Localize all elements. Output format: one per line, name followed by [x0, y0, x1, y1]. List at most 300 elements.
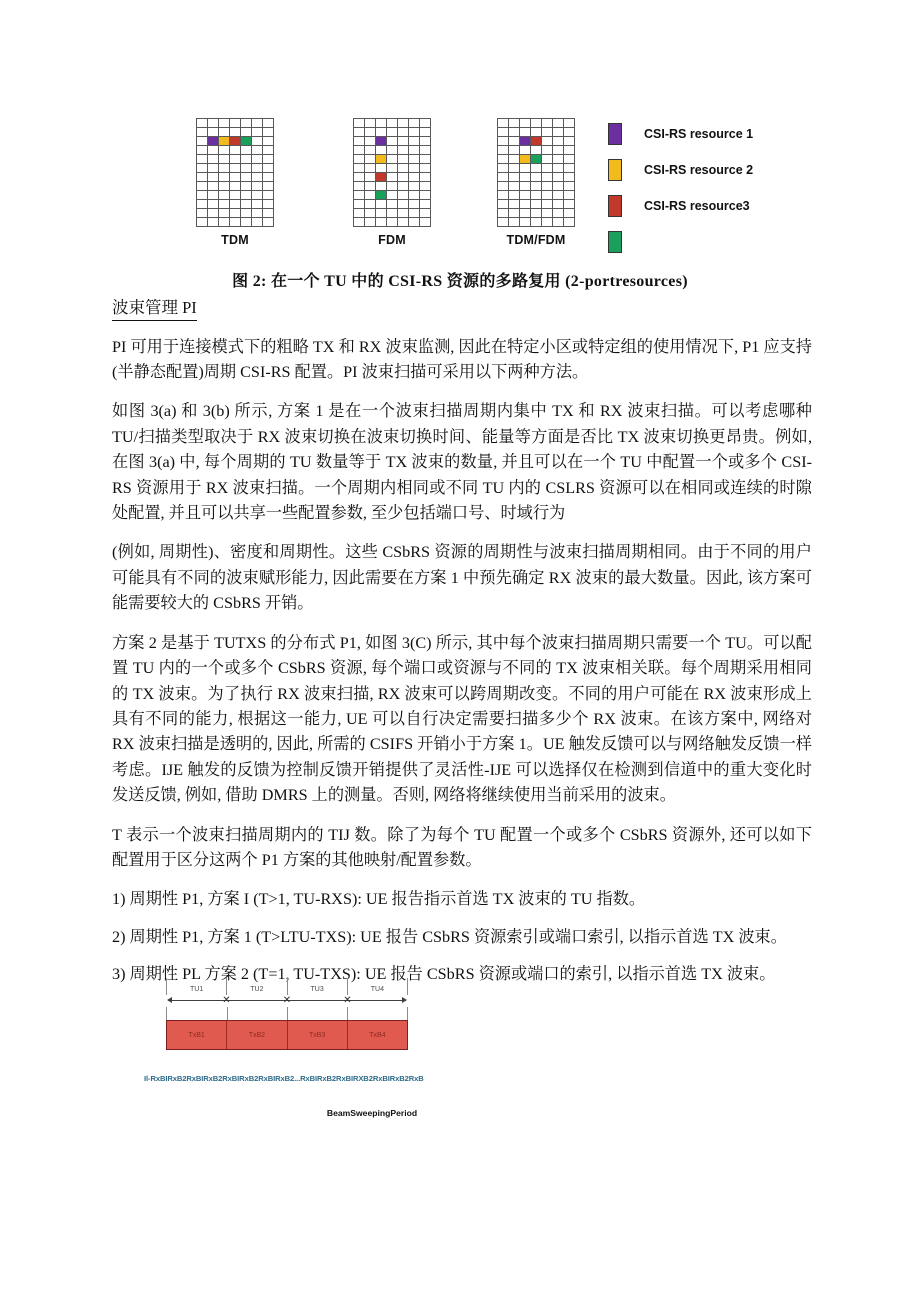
grid-cell: [230, 146, 241, 155]
grid-cell: [498, 209, 509, 218]
grid-cell: [531, 128, 542, 137]
grid-cell: [252, 200, 263, 209]
grid-cell: [509, 137, 520, 146]
grid-cell: [553, 119, 564, 128]
grid-cell: [354, 128, 365, 137]
grid-cell: [387, 173, 398, 182]
grid-cell-resource: [376, 173, 387, 182]
grid-cell: [263, 146, 274, 155]
grid-cell: [208, 164, 219, 173]
grid-cell: [564, 146, 575, 155]
grid-cell: [208, 200, 219, 209]
grid-cell: [509, 200, 520, 209]
resource-grid: [196, 118, 274, 227]
grid-cell: [520, 182, 531, 191]
grid-label-tdm: TDM: [221, 233, 249, 247]
grid-cell: [241, 191, 252, 200]
grid-cell: [197, 119, 208, 128]
grid-cell: [520, 209, 531, 218]
grid-cell: [354, 200, 365, 209]
grid-cell: [498, 155, 509, 164]
grid-cell: [387, 164, 398, 173]
grid-cell: [420, 200, 431, 209]
grid-cell: [531, 182, 542, 191]
grid-cell: [553, 164, 564, 173]
tu-header-cell: [226, 978, 286, 995]
grid-cell: [208, 146, 219, 155]
tu-divider: [227, 1007, 228, 1020]
grid-cell: [542, 182, 553, 191]
grid-cell: [263, 173, 274, 182]
tu-gap-row: [166, 1007, 408, 1020]
grid-cell: [420, 119, 431, 128]
grid-cell: [230, 182, 241, 191]
tu-timeline: [144, 978, 424, 1118]
grid-cell: [354, 173, 365, 182]
grid-cell: [498, 119, 509, 128]
grid-cell: [553, 191, 564, 200]
grid-cell: [263, 209, 274, 218]
grid-cell: [398, 191, 409, 200]
grid-cell: [564, 137, 575, 146]
grid-cell: [553, 218, 564, 227]
grid-cell: [498, 200, 509, 209]
figure-2-graphic: [0, 108, 920, 258]
grid-cell: [263, 164, 274, 173]
grid-cell: [365, 200, 376, 209]
grid-cell: [354, 146, 365, 155]
grid-cell: [420, 155, 431, 164]
list-item: 2) 周期性 P1, 方案 1 (T>LTU-TXS): UE 报告 CSbRS 资源索引或端口索引, 以指示首选 TX 波束。: [112, 927, 787, 946]
grid-cell: [376, 128, 387, 137]
grid-cell: [252, 155, 263, 164]
grid-cell: [498, 173, 509, 182]
grid-cell: [409, 209, 420, 218]
grid-cell: [509, 218, 520, 227]
tu-boundary-marker-icon: ✕: [222, 995, 231, 1006]
grid-cell: [252, 191, 263, 200]
grid-cell: [531, 146, 542, 155]
grid-cell: [241, 218, 252, 227]
grid-cell: [509, 173, 520, 182]
grid-cell-resource: [520, 155, 531, 164]
grid-cell: [230, 200, 241, 209]
grid-cell: [542, 137, 553, 146]
paragraph: PI 可用于连接模式下的粗略 TX 和 RX 波束监测, 因此在特定小区或特定组的使用情况下, P1 应支持(半静态配置)周期 CSI-RS 配置。PI 波束扫描可采用以下两种方法。: [112, 337, 812, 382]
grid-cell: [531, 209, 542, 218]
grid-cell: [520, 173, 531, 182]
grid-cell: [553, 155, 564, 164]
grid-cell: [387, 191, 398, 200]
grid-cell: [263, 137, 274, 146]
grid-cell: [197, 155, 208, 164]
legend-swatch-icon: [608, 195, 622, 217]
tu-header-row: [166, 978, 408, 995]
grid-cell: [420, 182, 431, 191]
grid-cell: [409, 137, 420, 146]
grid-cell: [241, 173, 252, 182]
grid-cell: [241, 155, 252, 164]
grid-cell: [542, 191, 553, 200]
grid-cell: [241, 209, 252, 218]
beam-sweeping-period-label: BeamSweepingPeriod: [326, 1108, 418, 1118]
grid-cell: [197, 209, 208, 218]
grid-cell: [197, 218, 208, 227]
grid-cell: [398, 155, 409, 164]
grid-cell: [531, 164, 542, 173]
grid-cell: [252, 137, 263, 146]
grid-cell: [509, 128, 520, 137]
grid-cell: [409, 191, 420, 200]
grid-cell: [365, 128, 376, 137]
list-item: 3) 周期性 PL 方案 2 (T=1, TU-TXS): UE 报告 CSbRS 资源或端口的索引, 以指示首选 TX 波束。: [112, 965, 776, 984]
grid-cell: [409, 200, 420, 209]
paragraph: 如图 3(a) 和 3(b) 所示, 方案 1 是在一个波束扫描周期内集中 TX 和 RX 波束扫描。可以考虑哪种 TU/扫描类型取决于 RX 波束切换在波束切换时间、能量等方面是否比 TX 波束切换更昂贵。例如, 在图 3(a) 中, 每个周期的 TU 数量等于 TX 波束的数量, 并且可以在一个 TU 中配置一个或多个 CSI-RS 资源用于 RX 波束扫描。一个周期内相同或不同 TU 内的 CSLRS 资源可以在相同或连续的时隙处配置, 并且可以共享一些配置参数, 至少包括端口号、时域行为: [112, 402, 812, 523]
grid-cell: [365, 164, 376, 173]
grid-cell: [498, 137, 509, 146]
grid-cell: [531, 200, 542, 209]
grid-cell: [409, 128, 420, 137]
grid-cell: [398, 164, 409, 173]
grid-cell: [263, 191, 274, 200]
grid-cell-resource: [219, 137, 230, 146]
grid-cell: [230, 173, 241, 182]
grid-cell: [252, 146, 263, 155]
grid-cell: [354, 218, 365, 227]
grid-cell: [252, 164, 263, 173]
grid-cell: [553, 137, 564, 146]
grid-cell: [420, 191, 431, 200]
grid-cell: [409, 173, 420, 182]
grid-cell: [564, 155, 575, 164]
grid-cell-resource: [531, 155, 542, 164]
grid-cell: [509, 146, 520, 155]
tu-label: TU1: [190, 986, 204, 993]
grid-cell: [520, 119, 531, 128]
grid-cell: [509, 182, 520, 191]
grid-cell: [542, 209, 553, 218]
grid-cell: [520, 146, 531, 155]
grid-cell: [542, 200, 553, 209]
grid-cell: [520, 200, 531, 209]
tx-beam-block: TxB2: [227, 1021, 287, 1049]
grid-cell: [365, 137, 376, 146]
tu-header-cell: [347, 978, 408, 995]
figure-3-graphic: [0, 978, 920, 1148]
legend-label: CSI-RS resource3: [644, 199, 750, 213]
grid-cell: [542, 155, 553, 164]
grid-cell: [520, 128, 531, 137]
legend-label: CSI-RS resource 1: [644, 127, 754, 141]
grid-cell: [263, 128, 274, 137]
rx-beam-sequence: Il-RxBIRxB2RxBIRxB2RxBIRxB2RxBIRxB2...RxBIRxB2RxBIRXB2RxBIRxB2RxB: [144, 1074, 424, 1083]
grid-cell: [398, 137, 409, 146]
paragraph: (例如, 周期性)、密度和周期性。这些 CSbRS 资源的周期性与波束扫描周期相同。由于不同的用户可能具有不同的波束赋形能力, 因此需要在方案 1 中预先确定 RX 波束的最大数量。因此, 该方案可能需要较大的 CSbRS 开销。: [112, 543, 812, 613]
grid-cell: [553, 209, 564, 218]
grid-cell: [241, 164, 252, 173]
tx-beam-block: TxB3: [288, 1021, 348, 1049]
grid-cell: [354, 209, 365, 218]
grid-cell: [376, 209, 387, 218]
grid-cell: [398, 182, 409, 191]
grid-cell: [219, 164, 230, 173]
grid-cell: [553, 128, 564, 137]
grid-cell: [252, 182, 263, 191]
legend-swatch-icon: [608, 123, 622, 145]
tx-beam-block: TxB4: [348, 1021, 407, 1049]
resource-grid: [497, 118, 575, 227]
grid-cell: [219, 146, 230, 155]
grid-cell: [219, 200, 230, 209]
grid-cell: [241, 119, 252, 128]
grid-cell: [197, 200, 208, 209]
legend-row: [608, 152, 753, 188]
paragraph: 方案 2 是基于 TUTXS 的分布式 P1, 如图 3(C) 所示, 其中每个波束扫描周期只需要一个 TU。可以配置 TU 内的一个或多个 CSbRS 资源, 每个端口或资源与不同的 TX 波束相关联。每个周期采用相同的 TX 波束。为了执行 RX 波束扫描, RX 波束可以跨周期改变。不同的用户可能在 RX 波束形成上具有不同的能力, 根据这一能力, UE 可以自行决定需要扫描多少个 RX 波束。在该方案中, 网络对 RX 波束扫描是透明的, 因此, 所需的 CSIFS 开销小于方案 1。UE 触发反馈可以与网络触发反馈一样考虑。IJE 触发的反馈为控制反馈开销提供了灵活性-IJE 可以选择仅在检测到信道中的重大变化时发送反馈, 例如, 借助 DMRS 上的测量。否则, 网络将继续使用当前采用的波束。: [112, 633, 812, 805]
grid-cell: [564, 218, 575, 227]
grid-cell: [354, 191, 365, 200]
grid-cell: [354, 155, 365, 164]
grid-cell-resource: [241, 137, 252, 146]
tu-header-cell: [287, 978, 347, 995]
grid-cell: [376, 182, 387, 191]
tu-label: TU3: [310, 986, 324, 993]
grid-cell: [263, 182, 274, 191]
grid-cell: [542, 119, 553, 128]
grid-cell: [398, 146, 409, 155]
grid-cell: [509, 209, 520, 218]
legend-swatch-icon: [608, 159, 622, 181]
grid-cell-resource: [376, 191, 387, 200]
grid-cell: [219, 218, 230, 227]
grid-cell: [354, 164, 365, 173]
grid-cell: [409, 182, 420, 191]
list-item: 1) 周期性 P1, 方案 I (T>1, TU-RXS): UE 报告指示首选 TX 波束的 TU 指数。: [112, 890, 646, 909]
grid-cell: [376, 218, 387, 227]
grid-cell: [420, 128, 431, 137]
grid-cell: [498, 128, 509, 137]
grid-cell: [498, 191, 509, 200]
grid-cell: [230, 218, 241, 227]
grid-cell: [509, 191, 520, 200]
grid-cell: [197, 164, 208, 173]
grid-cell: [564, 182, 575, 191]
grid-cell: [219, 173, 230, 182]
grid-cell: [376, 119, 387, 128]
grid-cell: [197, 128, 208, 137]
section-heading: 波束管理 PI: [112, 298, 197, 321]
legend-swatch-icon: [608, 231, 622, 253]
grid-cell: [365, 146, 376, 155]
grid-cell: [564, 173, 575, 182]
grid-tdm-fdm: [497, 118, 575, 247]
grid-cell: [376, 146, 387, 155]
tu-span-arrows: [166, 995, 408, 1007]
grid-cell: [553, 146, 564, 155]
grid-cell: [509, 155, 520, 164]
figure-2-caption: 图 2: 在一个 TU 中的 CSI-RS 资源的多路复用 (2-portresources): [232, 273, 688, 290]
grid-cell: [208, 173, 219, 182]
grid-label-tdm-fdm: TDM/FDM: [506, 233, 566, 247]
grid-cell: [354, 182, 365, 191]
grid-cell: [208, 218, 219, 227]
grid-cell: [398, 209, 409, 218]
grid-label-fdm: FDM: [378, 233, 406, 247]
grid-cell: [564, 200, 575, 209]
grid-cell: [387, 182, 398, 191]
grid-cell: [241, 200, 252, 209]
grid-cell: [376, 164, 387, 173]
grid-cell: [365, 155, 376, 164]
grid-cell: [241, 128, 252, 137]
grid-fdm: [353, 118, 431, 247]
tu-label: TU4: [370, 986, 384, 993]
grid-cell: [387, 137, 398, 146]
grid-cell: [208, 119, 219, 128]
tu-divider: [287, 1007, 288, 1020]
grid-cell: [387, 119, 398, 128]
grid-cell-resource: [230, 137, 241, 146]
grid-cell: [520, 218, 531, 227]
tu-divider: [347, 1007, 348, 1020]
grid-cell: [365, 218, 376, 227]
grid-cell: [252, 173, 263, 182]
grid-cell: [230, 119, 241, 128]
grid-cell: [509, 164, 520, 173]
grid-cell: [564, 119, 575, 128]
grid-cell: [365, 191, 376, 200]
grid-cell: [376, 200, 387, 209]
grid-tdm: [196, 118, 274, 247]
grid-cell: [387, 200, 398, 209]
grid-cell: [398, 173, 409, 182]
grid-cell: [498, 146, 509, 155]
legend-label: CSI-RS resource 2: [644, 163, 754, 177]
grid-cell: [219, 182, 230, 191]
grid-cell: [387, 128, 398, 137]
grid-cell: [230, 209, 241, 218]
grid-cell: [365, 209, 376, 218]
grid-cell: [197, 191, 208, 200]
grid-cell: [553, 173, 564, 182]
grid-cell: [542, 146, 553, 155]
paragraph: T 表示一个波束扫描周期内的 TIJ 数。除了为每个 TU 配置一个或多个 CSbRS 资源外, 还可以如下配置用于区分这两个 P1 方案的其他映射/配置参数。: [112, 825, 812, 869]
grid-cell: [420, 209, 431, 218]
tu-label: TU2: [250, 986, 264, 993]
legend-row: [608, 188, 753, 224]
grid-cell: [365, 119, 376, 128]
grid-cell: [564, 209, 575, 218]
grid-cell: [387, 146, 398, 155]
grid-cell: [409, 119, 420, 128]
grid-cell: [387, 218, 398, 227]
figure-2-legend: [608, 116, 753, 260]
grid-cell: [564, 164, 575, 173]
grid-cell: [263, 200, 274, 209]
grid-cell: [263, 119, 274, 128]
grid-cell-resource: [520, 137, 531, 146]
grid-cell: [531, 191, 542, 200]
grid-cell: [420, 173, 431, 182]
grid-cell: [420, 164, 431, 173]
legend-row: [608, 224, 753, 260]
grid-cell: [208, 128, 219, 137]
grid-cell: [398, 119, 409, 128]
grid-cell: [398, 200, 409, 209]
tx-beam-row: [166, 1020, 408, 1050]
grid-cell: [387, 209, 398, 218]
grid-cell: [531, 218, 542, 227]
grid-cell: [230, 155, 241, 164]
resource-grid: [353, 118, 431, 227]
grid-cell: [354, 119, 365, 128]
grid-cell: [498, 218, 509, 227]
grid-cell: [252, 218, 263, 227]
grid-cell: [498, 182, 509, 191]
grid-cell-resource: [376, 155, 387, 164]
grid-cell: [241, 146, 252, 155]
grid-cell: [520, 191, 531, 200]
grid-cell: [420, 137, 431, 146]
grid-cell: [409, 146, 420, 155]
grid-cell: [263, 155, 274, 164]
grid-cell: [498, 164, 509, 173]
grid-cell: [509, 119, 520, 128]
document-body: [112, 298, 812, 1000]
grid-cell: [553, 200, 564, 209]
grid-cell-resource: [376, 137, 387, 146]
grid-cell: [354, 137, 365, 146]
grid-cell: [553, 182, 564, 191]
grid-cell: [197, 137, 208, 146]
grid-cell: [219, 155, 230, 164]
grid-cell: [531, 173, 542, 182]
grid-cell: [542, 128, 553, 137]
grid-cell: [197, 146, 208, 155]
grid-cell: [208, 209, 219, 218]
grid-cell: [219, 191, 230, 200]
grid-cell: [409, 155, 420, 164]
grid-cell: [520, 164, 531, 173]
grid-cell: [531, 119, 542, 128]
grid-cell: [542, 164, 553, 173]
grid-cell: [230, 191, 241, 200]
grid-cell: [230, 128, 241, 137]
grid-cell: [420, 218, 431, 227]
grid-cell: [219, 119, 230, 128]
grid-cell: [252, 119, 263, 128]
grid-cell: [208, 182, 219, 191]
grid-cell: [252, 128, 263, 137]
grid-cell: [263, 218, 274, 227]
grid-cell: [542, 173, 553, 182]
grid-cell: [241, 182, 252, 191]
legend-row: [608, 116, 753, 152]
grid-cell: [208, 191, 219, 200]
grid-cell: [398, 218, 409, 227]
grid-cell: [252, 209, 263, 218]
grid-cell: [230, 164, 241, 173]
grid-cell: [197, 182, 208, 191]
tu-header-cell: [166, 978, 226, 995]
grid-cell: [208, 155, 219, 164]
grid-cell: [542, 218, 553, 227]
grid-cell: [398, 128, 409, 137]
grid-cell: [409, 164, 420, 173]
grid-cell: [219, 209, 230, 218]
tx-beam-block: TxB1: [167, 1021, 227, 1049]
grid-cell: [409, 218, 420, 227]
grid-cell: [564, 191, 575, 200]
